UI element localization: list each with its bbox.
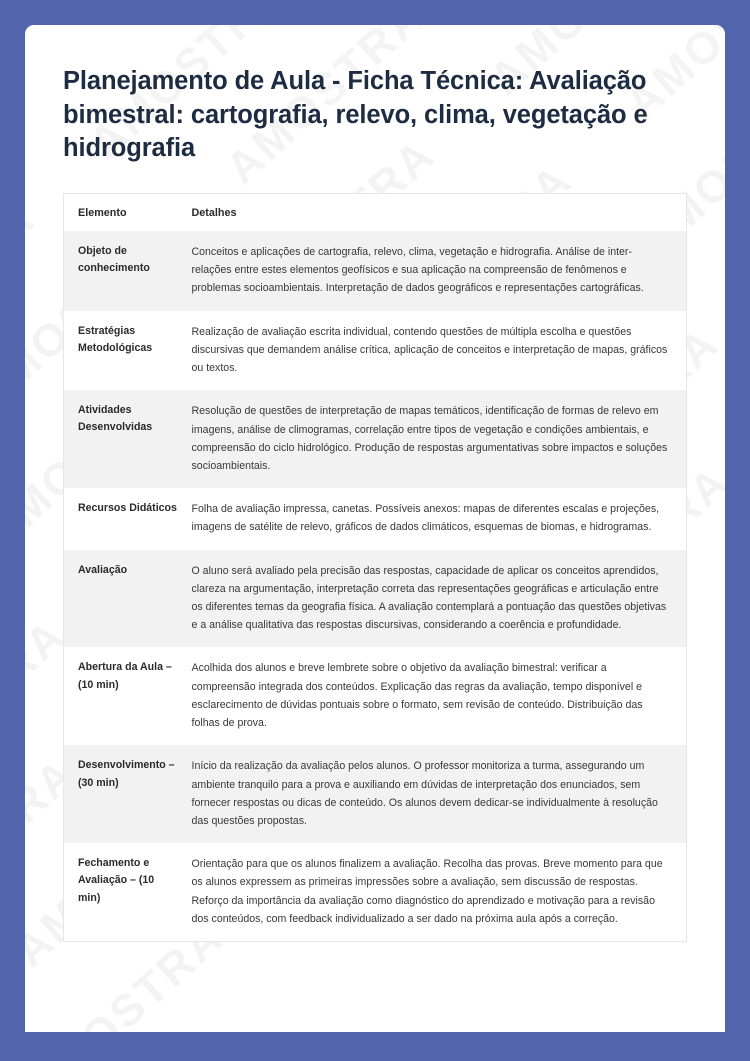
table-cell-elemento: Avaliação: [64, 550, 184, 648]
table-row: [64, 488, 687, 549]
table-cell-detalhes: Folha de avaliação impressa, canetas. Possíveis anexos: mapas de diferentes escalas e projeções, imagens de satélite de relevo, gráficos de dados climáticos, esquemas de biomas, e hidrogramas.: [184, 488, 687, 549]
table-cell-detalhes: Realização de avaliação escrita individual, contendo questões de múltipla escolha e questões discursivas que demandem análise crítica, aplicação de conceitos e interpretação de mapas, gráficos ou textos.: [184, 311, 687, 391]
table-cell-detalhes: Acolhida dos alunos e breve lembrete sobre o objetivo da avaliação bimestral: verificar a compreensão integrada dos conteúdos. Explicação das regras da avaliação, tempo disponível e esclarecimento de dúvidas pontuais sobre o formato, sem revisão de conteúdo. Distribuição das folhas de prova.: [184, 647, 687, 745]
column-header-elemento: Elemento: [64, 193, 184, 231]
table-cell-elemento: Atividades Desenvolvidas: [64, 390, 184, 488]
table-cell-elemento: Abertura da Aula – (10 min): [64, 647, 184, 745]
table-cell-elemento: Objeto de conhecimento: [64, 231, 184, 311]
table-cell-detalhes: Orientação para que os alunos finalizem a avaliação. Recolha das provas. Breve momento para que os alunos expressem as primeiras impressões sobre a avaliação, sem discussão de respostas. Reforço da importância da avaliação como diagnóstico do aprendizado e motivação para a revisão dos conteúdos, com feedback individualizado a ser dado na próxima aula após a correção.: [184, 843, 687, 941]
table-row: [64, 550, 687, 648]
table-row: [64, 745, 687, 843]
table-body: [64, 231, 687, 942]
table-row: [64, 843, 687, 941]
table-row: [64, 311, 687, 391]
table-row: [64, 231, 687, 311]
table-header-row: [64, 193, 687, 231]
table-cell-detalhes: Início da realização da avaliação pelos alunos. O professor monitoriza a turma, assegurando um ambiente tranquilo para a prova e auxiliando em dúvidas de interpretação dos enunciados, sem fornecer respostas ou dicas de conteúdo. Os alunos devem dedicar-se individualmente à resolução das questões propostas.: [184, 745, 687, 843]
table-header: [64, 193, 687, 231]
lesson-plan-table: [63, 193, 687, 942]
table-cell-elemento: Recursos Didáticos: [64, 488, 184, 549]
table-cell-detalhes: Resolução de questões de interpretação de mapas temáticos, identificação de formas de relevo em imagens, análise de climogramas, correlação entre tipos de vegetação e condições ambientais, e compreensão do ciclo hidrológico. Produção de respostas argumentativas sobre impactos e soluções socioambientais.: [184, 390, 687, 488]
table-cell-elemento: Desenvolvimento – (30 min): [64, 745, 184, 843]
document-sheet: [25, 25, 725, 1032]
table-cell-elemento: Fechamento e Avaliação – (10 min): [64, 843, 184, 941]
document-content: [25, 25, 725, 942]
page-title: Planejamento de Aula - Ficha Técnica: Avaliação bimestral: cartografia, relevo, clima, vegetação e hidrografia: [63, 67, 648, 163]
table-row: [64, 647, 687, 745]
table-cell-detalhes: O aluno será avaliado pela precisão das respostas, capacidade de aplicar os conceitos aprendidos, clareza na argumentação, interpretação correta das representações geográficas e articulação entre os diferentes temas da geografia física. A avaliação contemplará a pontuação das questões objetivas e a análise qualitativa das respostas discursivas, considerando a coerência e profundidade.: [184, 550, 687, 648]
table-row: [64, 390, 687, 488]
table-cell-elemento: Estratégias Metodológicas: [64, 311, 184, 391]
column-header-detalhes: Detalhes: [184, 193, 687, 231]
table-cell-detalhes: Conceitos e aplicações de cartografia, relevo, clima, vegetação e hidrografia. Análise de inter-relações entre estes elementos geofísicos e sua aplicação na compreensão de fenômenos e problemas socioambientais. Interpretação de dados geográficos e representações cartográficas.: [184, 231, 687, 311]
